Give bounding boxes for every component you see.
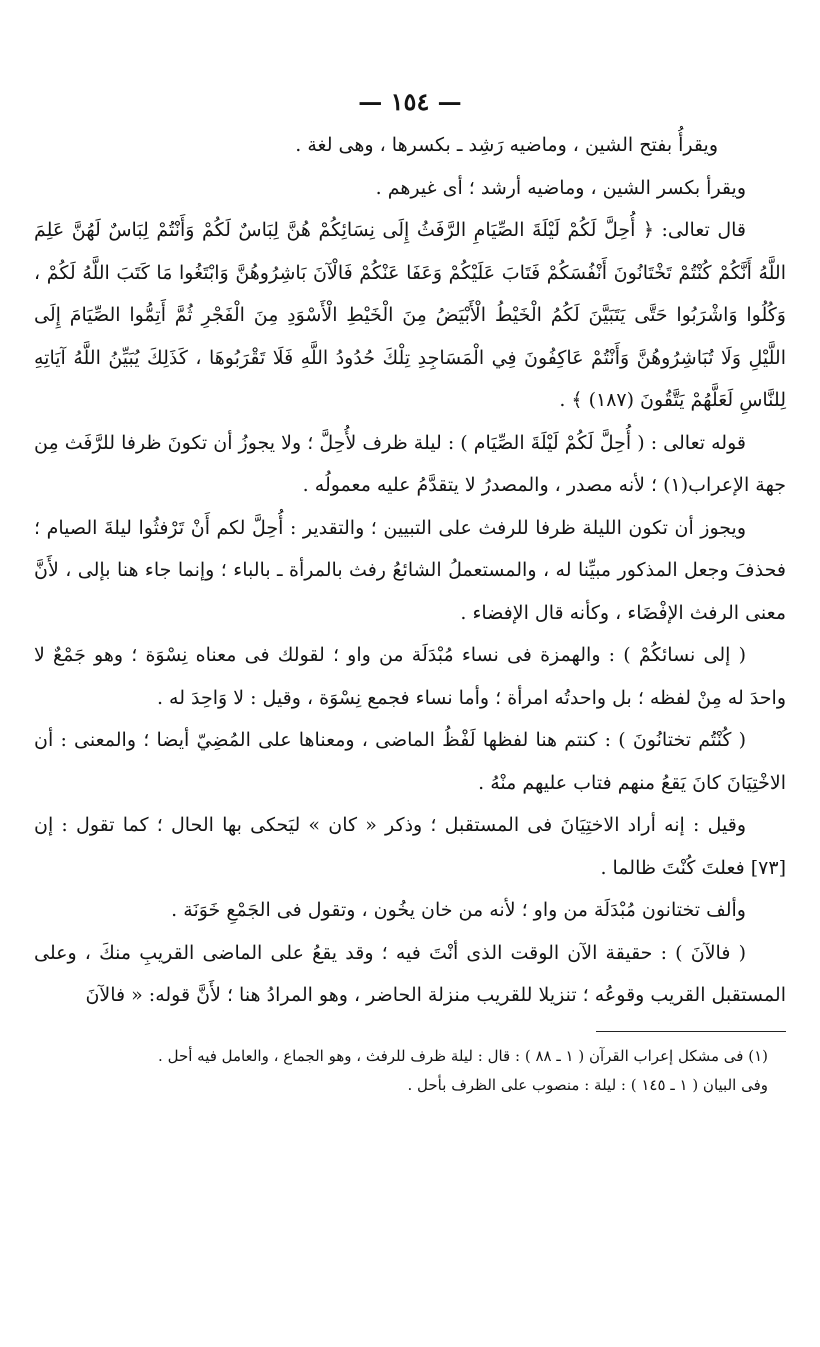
paragraph-quran-verse: قال تعالى: ﴿ أُحِلَّ لَكُمْ لَيْلَةَ الصِّيَامِ الرَّفَثُ إِلَى نِسَائِكُمْ هُنَّ لِبَاسٌ لَكُمْ وَأَنْتُمْ لِبَاسٌ لَهُنَّ عَلِمَ اللَّهُ أَنَّكُمْ كُنْتُمْ تَخْتَانُونَ أَنْفُسَكُمْ فَتَابَ عَلَيْكُمْ وَعَفَا عَنْكُمْ فَالْآنَ بَاشِرُوهُنَّ وَابْتَغُوا مَا كَتَبَ اللَّهُ لَكُمْ ، وَكُلُوا وَاشْرَبُوا حَتَّى يَتَبَيَّنَ لَكُمُ الْخَيْطُ الْأَبْيَضُ مِنَ الْخَيْطِ الْأَسْوَدِ مِنَ الْفَجْرِ ثُمَّ أَتِمُّوا الصِّيَامَ إِلَى اللَّيْلِ وَلَا تُبَاشِرُوهُنَّ وَأَنْتُمْ عَاكِفُونَ فِي الْمَسَاجِدِ تِلْكَ حُدُودُ اللَّهِ فَلَا تَقْرَبُوهَا ، كَذَلِكَ يُبَيِّنُ اللَّهُ آيَاتِهِ لِلنَّاسِ لَعَلَّهُمْ يَتَّقُونَ (١٨٧) ﴾ . (34, 219, 786, 411)
paragraph-nisaikum: ( إلى نسائكُمْ ) : والهمزة فى نساء مُبْدَلَة من واو ؛ لقولك فى معناه نِسْوَة ؛ وهو جَمْعٌ لا واحدَ له مِنْ لفظه ؛ بل واحدتُه امرأة ؛ وأما نساء فجمع نِسْوَة ، وقيل : لا وَاحِدَ له . (34, 644, 786, 709)
book-page (34, 80, 786, 1310)
paragraph-fal-an: ( فالآنَ ) : حقيقة الآن الوقت الذى أنْتَ فيه ؛ وقد يقعُ على الماضى القريبِ منكَ ، وعلى المستقبل القريب وقوعُه ؛ تنزيلا للقريب منزلة الحاضر ، وهو المرادُ هنا ؛ لأَنَّ قوله: « فالآنَ (34, 941, 786, 1006)
paragraph-reading-kasra: ويقرأ بكسر الشين ، وماضيه أرشد ؛ أى غيرهم . (375, 176, 746, 199)
paragraph-laylat-al-siyam: قوله تعالى : ( أُحِلَّ لَكُمْ لَيْلَةَ الصِّيَام ) : ليلة ظرف لأُحِلَّ ؛ ولا يجوزُ أن تكونَ ظرفا للرَّفَث مِن جهة الإعراب(١) ؛ لأنه مصدر ، والمصدرُ لا يتقدَّمُ عليه معمولُه . (34, 431, 786, 496)
paragraph-alif-takhtanun: وألف تختانون مُبْدَلَة من واو ؛ لأنه من خان يخُون ، وتقول فى الجَمْعِ خَوَنَة . (171, 899, 746, 921)
footnote-2: وفى البيان ( ١ ـ ١٤٥ ) : ليلة : منصوب على الظرف بأحل . (407, 1075, 768, 1094)
footnotes (34, 1042, 786, 1100)
footnote-1: (١) فى مشكل إعراب القرآن ( ١ ـ ٨٨ ) : قال : ليلة ظرف للرفث ، وهو الجماع ، والعامل فيه أحل . (158, 1046, 768, 1065)
footnote-divider (596, 1031, 786, 1032)
paragraph-tabyin: ويجوز أن تكون الليلة ظرفا للرفث على التبيين ؛ والتقدير : أُحِلَّ لكم أَنْ تَرْفثُوا ليلةَ الصيام ؛ فحذفَ وجعل المذكور مبيِّنا له ، والمستعملُ الشائعُ رفث بالمرأة ـ بالباء ؛ وإنما جاء هنا بإلى ، لأَنَّ معنى الرفث الإفْضَاء ، وكأنه قال الإفضاء . (34, 516, 786, 624)
main-text (34, 124, 786, 1017)
paragraph-reading-fatha: ويقرأُ بفتح الشين ، وماضيه رَشِد ـ بكسرها ، وهى لغة . (295, 134, 718, 156)
paragraph-kuntum-takhtanun: ( كُنْتُم تختانُونَ ) : كنتم هنا لفظها لَفْظُ الماضى ، ومعناها على المُضِيّ أيضا ؛ والمعنى : أن الاخْتِيَانَ كانَ يَقعُ منهم فتاب عليهم منْهُ . (34, 729, 786, 794)
page-number: — ١٥٤ — (358, 87, 462, 116)
paragraph-ikhtiyan-future: وقيل : إنه أراد الاختِيَانَ فى المستقبل ؛ وذكر « كان » ليَحكى بها الحال ؛ كما تقول : إن [٧٣] فعلتَ كُنْتَ ظالما . (34, 814, 786, 879)
